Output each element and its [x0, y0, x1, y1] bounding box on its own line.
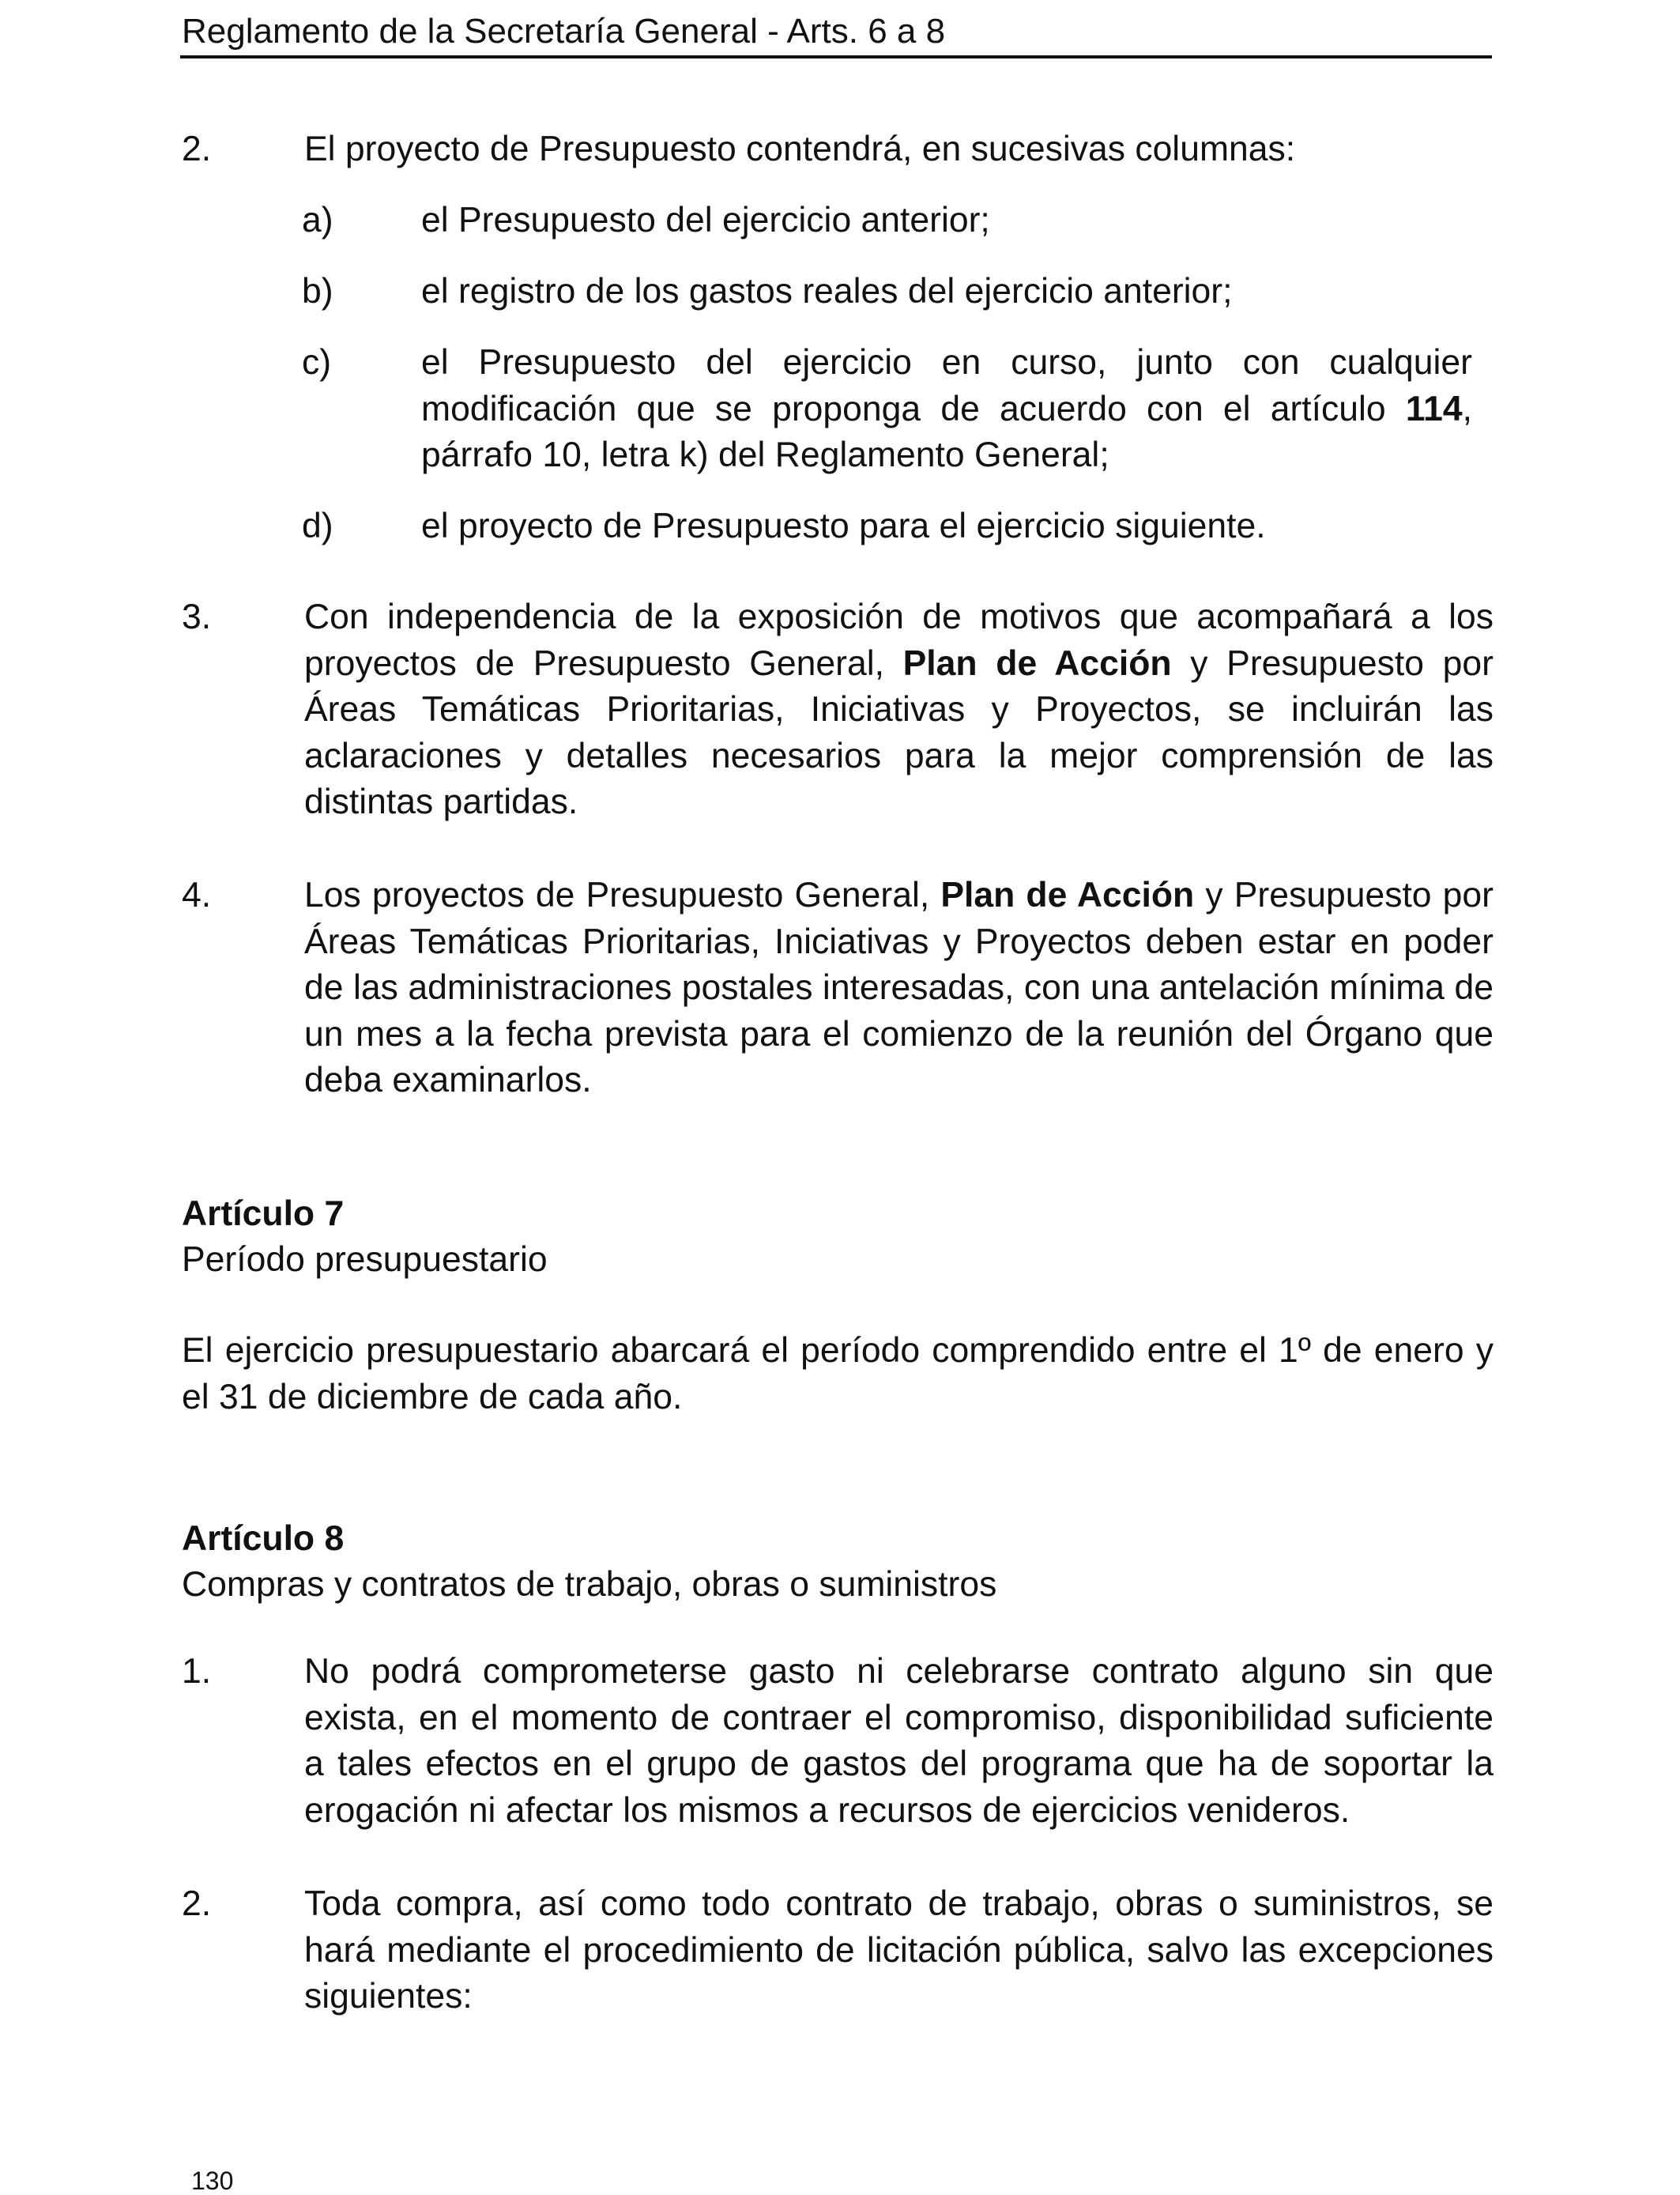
running-header: Reglamento de la Secretaría General - Arts. 6 a 8	[182, 12, 946, 51]
list-item-letter: c)	[302, 343, 332, 382]
list-item-text: el proyecto de Presupuesto para el ejercicio siguiente.	[421, 507, 1266, 545]
page-number: 130	[191, 2167, 234, 2195]
list-item-letter: a)	[302, 201, 333, 239]
paragraph-text: Los proyectos de Presupuesto General, Plan de Acción y Presupuesto por Áreas Temáticas Prioritarias, Iniciativas y Proyectos deben estar en poder de las administraciones postales interesadas, con una antelación mínima de un mes a la fecha prevista para el comienzo de la reunión del Órgano que deba examinarlos.	[304, 876, 1494, 1099]
paragraph-text: Con independencia de la exposición de motivos que acompañará a los proyectos de Presupuesto General, Plan de Acción y Presupuesto por Áreas Temáticas Prioritarias, Iniciativas y Proyectos, se incluirán las aclaraciones y detalles necesarios para la mejor comprensión de las distintas partidas.	[304, 598, 1494, 821]
paragraph-text: Toda compra, así como todo contrato de trabajo, obras o suministros, se hará mediante el procedimiento de licitación pública, salvo las excepciones siguientes:	[304, 1884, 1494, 2016]
paragraph-number: 3.	[182, 598, 212, 636]
article-reference: 114	[1405, 389, 1463, 428]
paragraph-number: 2.	[182, 130, 212, 168]
article-heading: Artículo 7	[182, 1194, 345, 1233]
article-subtitle: Período presupuestario	[182, 1240, 548, 1279]
paragraph-text: El proyecto de Presupuesto contendrá, en sucesivas columnas:	[304, 130, 1296, 168]
bold-term: Plan de Acción	[940, 876, 1195, 915]
article-heading: Artículo 8	[182, 1519, 345, 1558]
paragraph-number: 2.	[182, 1884, 212, 1923]
paragraph-text: No podrá comprometerse gasto ni celebrarse contrato alguno sin que exista, en el momento de contraer el compromiso, disponibilidad suficiente a tales efectos en el grupo de gastos del programa que ha de soportar la erogación ni afectar los mismos a recursos de ejercicios venideros.	[304, 1652, 1494, 1830]
bold-term: Plan de Acción	[902, 643, 1172, 683]
list-item-text: el Presupuesto del ejercicio anterior;	[421, 201, 990, 239]
list-item-letter: b)	[302, 272, 333, 311]
paragraph-number: 4.	[182, 876, 212, 915]
list-item-text: el Presupuesto del ejercicio en curso, junto con cualquier modificación que se proponga de acuerdo con el artículo 114, párrafo 10, letra k) del Reglamento General;	[421, 343, 1472, 474]
article-body: El ejercicio presupuestario abarcará el período comprendido entre el 1º de enero y el 31 de diciembre de cada año.	[182, 1331, 1494, 1416]
list-item-text: el registro de los gastos reales del ejercicio anterior;	[421, 272, 1233, 311]
list-item-letter: d)	[302, 507, 333, 545]
paragraph-number: 1.	[182, 1652, 212, 1691]
article-subtitle: Compras y contratos de trabajo, obras o suministros	[182, 1565, 997, 1604]
header-rule	[180, 55, 1492, 58]
